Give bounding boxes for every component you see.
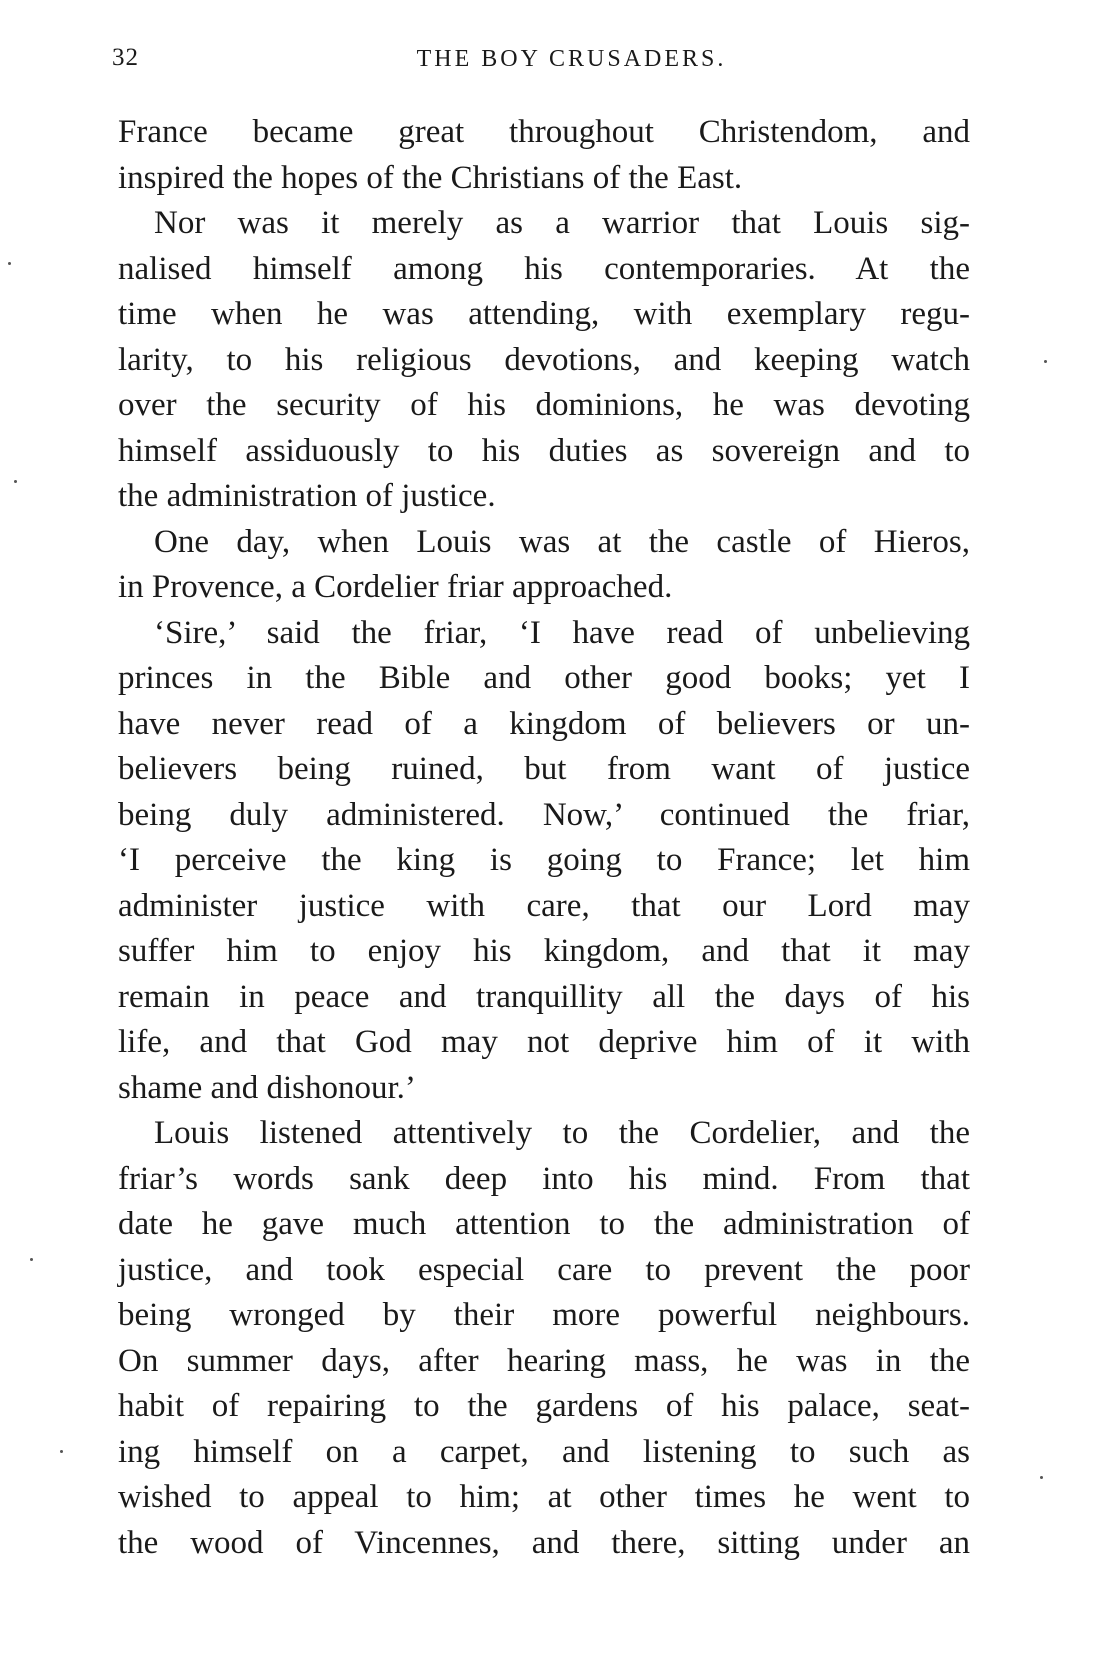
- text-line: himself assiduously to his duties as sovereign and to: [118, 432, 970, 469]
- paragraph: [118, 1111, 970, 1566]
- paragraph: [118, 110, 970, 201]
- scan-speck: [14, 480, 17, 483]
- running-title: THE BOY CRUSADERS.: [416, 46, 727, 72]
- text-line: the administration of justice.: [118, 478, 496, 514]
- body-text: [118, 110, 970, 1566]
- text-line: princes in the Bible and other good books; yet I: [118, 660, 970, 696]
- text-line: suffer him to enjoy his kingdom, and that it may: [118, 933, 970, 969]
- text-line: On summer days, after hearing mass, he was in the: [118, 1342, 970, 1379]
- text-line: ing himself on a carpet, and listening to such as: [118, 1433, 970, 1470]
- scan-speck: [60, 1450, 63, 1453]
- text-line: shame and dishonour.’: [118, 1069, 416, 1106]
- text-line: ‘Sire,’ said the friar, ‘I have read of unbelieving: [154, 614, 970, 651]
- text-line: nalised himself among his contemporaries. At the: [118, 250, 970, 287]
- paragraph: [118, 611, 970, 1112]
- text-line: larity, to his religious devotions, and keeping watch: [118, 341, 970, 378]
- text-line: have never read of a kingdom of believers or un-: [118, 705, 970, 742]
- paragraph: [118, 201, 970, 520]
- text-line: friar’s words sank deep into his mind. From that: [118, 1160, 970, 1197]
- text-line: believers being ruined, but from want of justice: [118, 751, 970, 787]
- text-line: France became great throughout Christendom, and: [118, 114, 970, 150]
- scan-speck: [30, 1258, 33, 1261]
- scan-speck: [1044, 360, 1047, 363]
- text-line: remain in peace and tranquillity all the days of his: [118, 978, 970, 1015]
- text-line: in Provence, a Cordelier friar approached.: [118, 569, 673, 605]
- text-line: being duly administered. Now,’ continued the friar,: [118, 796, 970, 833]
- text-line: justice, and took especial care to prevent the poor: [118, 1251, 970, 1288]
- paragraph: [118, 520, 970, 611]
- text-line: the wood of Vincennes, and there, sitting under an: [118, 1524, 970, 1561]
- text-line: habit of repairing to the gardens of his palace, seat-: [118, 1388, 970, 1424]
- text-line: administer justice with care, that our Lord may: [118, 887, 970, 924]
- text-line: over the security of his dominions, he was devoting: [118, 387, 970, 423]
- text-line: being wronged by their more powerful neighbours.: [118, 1297, 970, 1333]
- text-line: Louis listened attentively to the Cordelier, and the: [154, 1115, 970, 1151]
- text-line: date he gave much attention to the administration of: [118, 1206, 970, 1242]
- text-line: life, and that God may not deprive him of it with: [118, 1024, 970, 1060]
- text-line: One day, when Louis was at the castle of Hieros,: [154, 523, 970, 560]
- text-line: wished to appeal to him; at other times he went to: [118, 1479, 970, 1515]
- text-line: Nor was it merely as a warrior that Louis sig-: [154, 205, 970, 241]
- text-line: time when he was attending, with exemplary regu-: [118, 296, 970, 332]
- scan-speck: [8, 262, 11, 265]
- scan-speck: [1040, 1476, 1043, 1479]
- text-line: ‘I perceive the king is going to France; let him: [118, 842, 970, 878]
- page-number: 32: [112, 44, 139, 71]
- text-line: inspired the hopes of the Christians of the East.: [118, 159, 743, 196]
